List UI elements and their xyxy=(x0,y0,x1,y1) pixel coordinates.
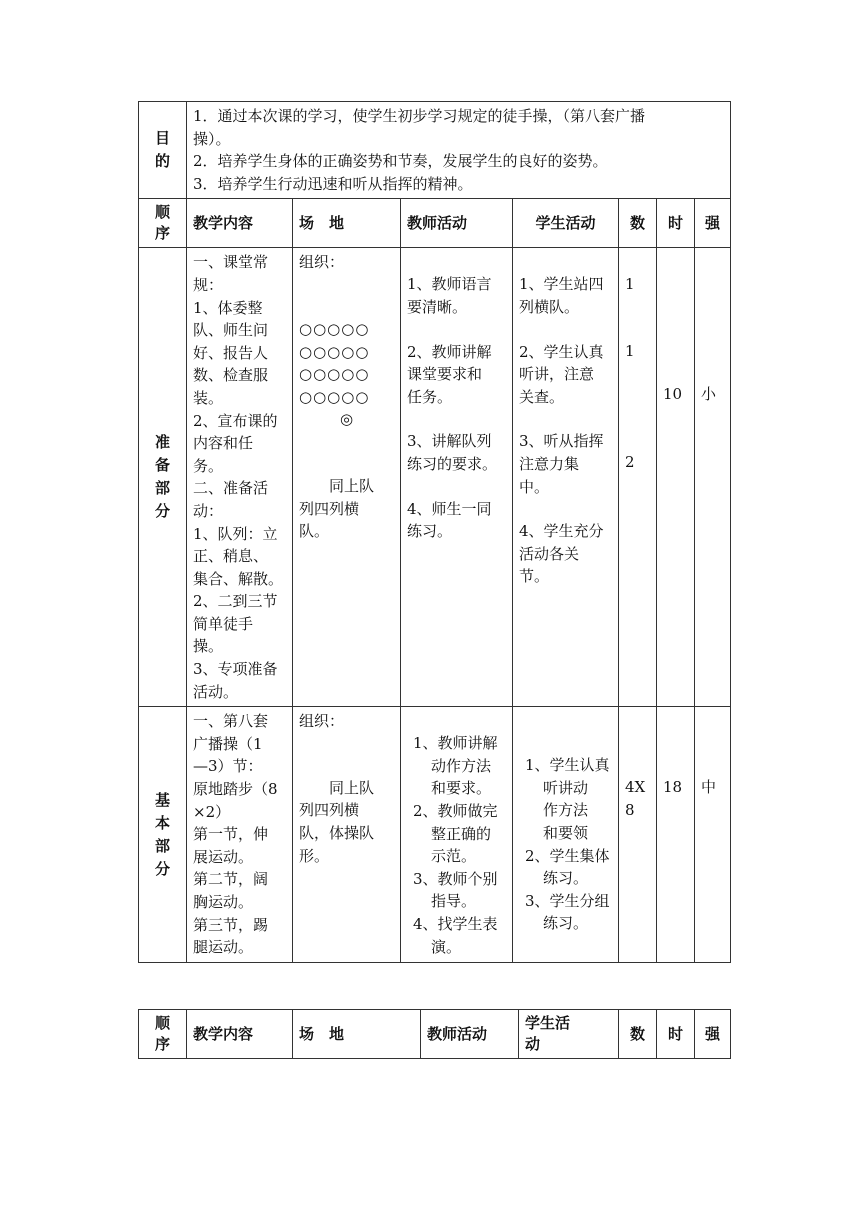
student-item: 4、学生充分 活动各关 节。 xyxy=(519,522,604,586)
header-teacher: 教师活动 xyxy=(421,1010,519,1059)
prep-student-activity xyxy=(513,248,619,707)
formation-row: ○○○○○ xyxy=(299,365,370,384)
teacher-item: 3、教师个别 指导。 xyxy=(413,869,498,911)
venue-org-label: 组织： xyxy=(299,253,345,272)
intensity-value: 小 xyxy=(701,385,717,404)
header-teacher: 教师活动 xyxy=(401,199,513,248)
teacher-item: 3、讲解队列 练习的要求。 xyxy=(407,432,498,473)
student-item: 3、学生分组 练习。 xyxy=(525,891,610,933)
objective-line: 2．培养学生身体的正确姿势和节奏，发展学生的良好的姿势。 xyxy=(193,152,608,171)
header-content: 教学内容 xyxy=(187,199,293,248)
header-student: 学生活动 xyxy=(513,199,619,248)
header-order: 顺 序 xyxy=(139,199,187,248)
lesson-plan-table-continued xyxy=(138,1009,731,1059)
student-item: 3、听从指挥 注意力集 中。 xyxy=(519,432,604,496)
header-order: 顺 序 xyxy=(139,1010,187,1059)
teacher-item: 2、教师做完 整正确的 示范。 xyxy=(413,802,498,866)
prep-section-row xyxy=(139,248,731,707)
main-count xyxy=(619,707,657,963)
venue-org-label: 组织： xyxy=(299,712,345,731)
student-item: 1、学生认真 听讲动 作方法 和要领 xyxy=(525,756,610,843)
student-item: 2、学生认真 听讲，注意 关查。 xyxy=(519,342,604,406)
main-student-activity xyxy=(513,707,619,963)
teacher-item: 2、教师讲解 课堂要求和 任务。 xyxy=(407,342,492,406)
teacher-item: 4、师生一同 练习。 xyxy=(407,499,492,541)
header-time: 时 xyxy=(657,199,695,248)
header-intensity: 强 xyxy=(695,199,731,248)
count-value: 2 xyxy=(625,452,635,471)
teacher-item: 1、教师语言 要清晰。 xyxy=(407,275,492,316)
teacher-item: 1、教师讲解 动作方法 和要求。 xyxy=(413,734,498,798)
main-venue xyxy=(293,707,401,963)
count-value: 4X 8 xyxy=(625,778,646,819)
lesson-plan-table xyxy=(138,101,731,963)
objective-line: 3．培养学生行动迅速和听从指挥的精神。 xyxy=(193,174,473,193)
main-section-row xyxy=(139,707,731,963)
table-header-row xyxy=(139,199,731,248)
time-value: 10 xyxy=(663,385,683,404)
prep-intensity xyxy=(695,248,731,707)
student-item: 2、学生集体 练习。 xyxy=(525,846,610,888)
formation-row: ○○○○○ xyxy=(299,387,370,406)
count-value: 1 xyxy=(625,341,635,360)
header-time: 时 xyxy=(657,1010,695,1059)
table-header-row xyxy=(139,1010,731,1059)
header-count: 数 xyxy=(619,1010,657,1059)
prep-count xyxy=(619,248,657,707)
intensity-value: 中 xyxy=(701,778,717,797)
main-time xyxy=(657,707,695,963)
prep-section-label: 准 备 部 分 xyxy=(139,248,187,707)
prep-time xyxy=(657,248,695,707)
objective-label: 目 的 xyxy=(139,102,187,199)
prep-venue xyxy=(293,248,401,707)
count-value: 1 xyxy=(625,275,635,294)
objective-line: 操）。 xyxy=(193,129,231,148)
venue-note: 同上队 列四列横 队。 xyxy=(299,476,375,541)
formation-row: ○○○○○ xyxy=(299,342,370,361)
main-section-label: 基 本 部 分 xyxy=(139,707,187,963)
objective-line: 1．通过本次课的学习，使学生初步学习规定的徒手操，（第八套广播 xyxy=(193,107,646,125)
prep-content: 一、课堂常 规： 1、体委整 队、师生问 好、报告人 数、检查服 装。 2、宣布课的 内容和任 务。 二、准备活 动： 1、队列：立 正、稍息、 集合、解散。 2、二到三节 简单徒手 操。 3、专项准备 活动。 xyxy=(187,248,293,707)
prep-teacher-activity xyxy=(401,248,513,707)
main-teacher-activity xyxy=(401,707,513,963)
header-content: 教学内容 xyxy=(187,1010,293,1059)
teacher-position-mark: ◎ xyxy=(339,410,354,429)
main-content: 一、第八套 广播操（1 —3）节： 原地踏步（8 ×2） 第一节，伸 展运动。 第二节，阔 胸运动。 第三节，踢 腿运动。 xyxy=(187,707,293,963)
student-item: 1、学生站四 列横队。 xyxy=(519,275,604,316)
header-venue: 场 地 xyxy=(293,199,401,248)
header-student: 学生活 动 xyxy=(519,1010,619,1059)
time-value: 18 xyxy=(663,778,683,797)
teacher-item: 4、找学生表 演。 xyxy=(413,915,498,956)
header-count: 数 xyxy=(619,199,657,248)
objective-text xyxy=(187,102,731,199)
venue-note: 同上队 列四列横 队，体操队 形。 xyxy=(299,778,375,865)
objective-row xyxy=(139,102,731,199)
main-intensity xyxy=(695,707,731,963)
formation-row: ○○○○○ xyxy=(299,319,370,338)
header-intensity: 强 xyxy=(695,1010,731,1059)
header-venue: 场 地 xyxy=(293,1010,421,1059)
